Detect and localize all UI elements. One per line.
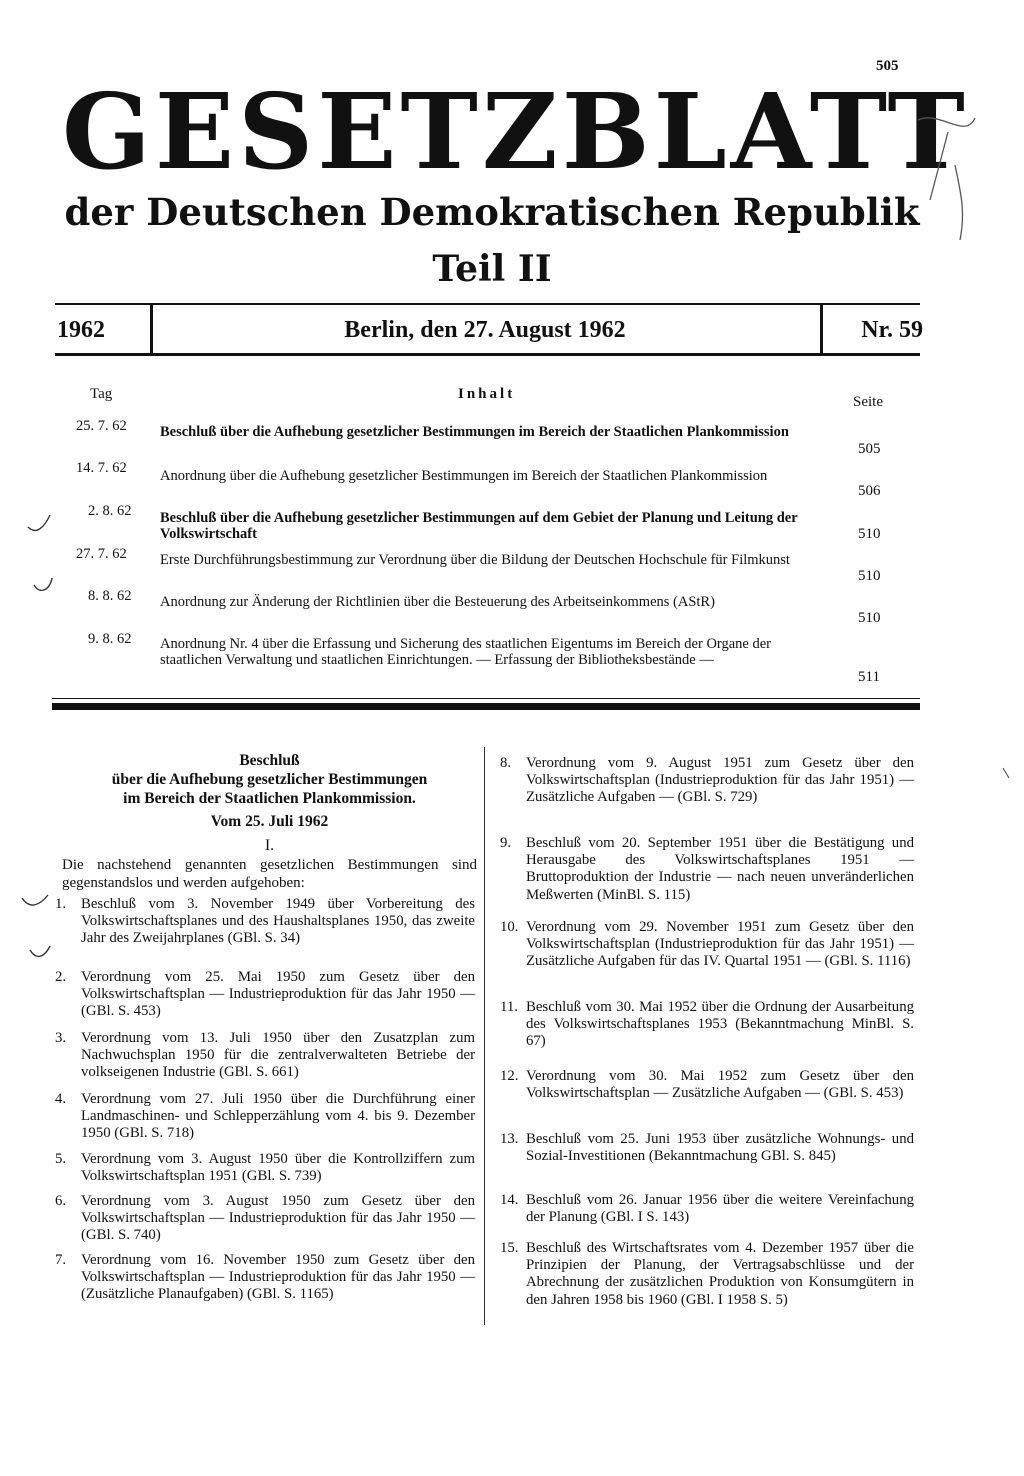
toc-entry-page: 511 <box>858 669 880 685</box>
list-item-text: Verordnung vom 3. August 1950 zum Gesetz über den Volkswirtschaftsplan — Industrieproduktion für das Jahr 1950 — (GBl. S. 740) <box>81 1193 475 1244</box>
decree-date: Vom 25. Juli 1962 <box>210 813 329 830</box>
decree-title: Beschluß <box>239 752 300 769</box>
list-item-text: Verordnung vom 16. November 1950 zum Gesetz über den Volkswirtschaftsplan — Industrieproduktion für das Jahr 1950 — (Zusätzliche Planaufgaben) (GBl. S. 1165) <box>81 1252 475 1303</box>
toc-entry-page: 510 <box>858 568 881 584</box>
toc-entry-page: 506 <box>858 483 881 499</box>
toc-entry-date: 9. 8. 62 <box>88 631 132 647</box>
list-item-text: Verordnung vom 29. November 1951 zum Gesetz über den Volkswirtschaftsplan (Industrieproduktion für das Jahr 1951) — Zusätzliche Aufgaben für das IV. Quartal 1951 — (GBl. S. 1116) <box>526 919 914 970</box>
list-item-text: Verordnung vom 30. Mai 1952 zum Gesetz über den Volkswirtschaftsplan — Zusätzliche Aufgaben — (GBl. S. 453) <box>526 1068 914 1102</box>
issue-year: 1962 <box>57 305 153 353</box>
toc-entry-text: Erste Durchführungsbestimmung zur Verordnung über die Bildung der Deutschen Hochschule für Filmkunst <box>160 552 790 568</box>
list-item-number: 13. <box>500 1131 519 1147</box>
toc-entry-text: Beschluß über die Aufhebung gesetzlicher Bestimmungen im Bereich der Staatlichen Plankommission <box>160 424 789 440</box>
toc-entry-text: Anordnung Nr. 4 über die Erfassung und Sicherung des staatlichen Eigentums im Bereich der Organe der staatlichen Verwaltung und staatlichen Einrichtungen. — Erfassung der Bibliotheksbestände — <box>160 636 771 668</box>
list-item-number: 4. <box>55 1091 67 1107</box>
list-item-text: Verordnung vom 27. Juli 1950 über die Durchführung einer Landmaschinen- und Schlepperzählung vom 4. bis 9. Dezember 1950 (GBl. S. 718) <box>81 1091 475 1142</box>
list-item-number: 1. <box>55 896 67 912</box>
toc-entry-date: 14. 7. 62 <box>76 460 127 476</box>
list-item-text: Verordnung vom 9. August 1951 zum Gesetz über den Volkswirtschaftsplan (Industrieproduktion für das Jahr 1951) — Zusätzliche Aufgaben — (GBl. S. 729) <box>526 755 914 806</box>
list-item-number: 7. <box>55 1252 67 1268</box>
toc-entry-page: 510 <box>858 610 881 626</box>
toc-entry-date: 25. 7. 62 <box>76 418 127 434</box>
list-item-text: Beschluß vom 26. Januar 1956 über die weitere Vereinfachung der Planung (GBl. I S. 143) <box>526 1192 914 1226</box>
decree-section: I. <box>264 837 275 854</box>
list-item-number: 14. <box>500 1192 519 1208</box>
list-item-number: 15. <box>500 1240 519 1256</box>
list-item-text: Verordnung vom 3. August 1950 über die Kontrollziffern zum Volkswirtschaftsplan 1951 (GBl. S. 739) <box>81 1151 475 1185</box>
decree-intro: Die nachstehend genannten gesetzlichen Bestimmungen sind gegenstandslos und werden aufgehoben: <box>62 857 477 891</box>
toc-entry-text: Beschluß über die Aufhebung gesetzlicher Bestimmungen auf dem Gebiet der Planung und Leitung der Volkswirtschaft <box>160 510 798 542</box>
list-item-text: Beschluß des Wirtschaftsrates vom 4. Dezember 1957 über die Prinzipien der Planung, der Vertragsabschlüsse und der Abrechnung der zusätzlichen Produktion von Konsumgütern in den Jahren 1958 bis 1960 (GBl. I 1958 S. 5) <box>526 1240 914 1308</box>
masthead-title: GESETZBLATT <box>62 70 969 193</box>
toc-column-seite: Seite <box>853 394 883 410</box>
toc-column-inhalt: Inhalt <box>458 386 516 402</box>
list-item-number: 9. <box>500 835 512 851</box>
decree-title: im Bereich der Staatlichen Plankommission. <box>123 790 416 807</box>
list-item-number: 8. <box>500 755 512 771</box>
masthead-part: Teil II <box>432 248 552 290</box>
toc-entry-date: 8. 8. 62 <box>88 588 132 604</box>
list-item-text: Verordnung vom 13. Juli 1950 über den Zusatzplan zum Nachwuchsplan 1950 für die zentralverwalteten Betriebe der volkseigenen Industrie (GBl. S. 661) <box>81 1030 475 1081</box>
issue-number: Nr. 59 <box>820 305 923 353</box>
list-item-number: 10. <box>500 919 519 935</box>
toc-entry-text: Anordnung zur Änderung der Richtlinien über die Besteuerung des Arbeitseinkommens (AStR) <box>160 594 715 610</box>
toc-column-tag: Tag <box>90 386 113 402</box>
list-item-text: Beschluß vom 30. Mai 1952 über die Ordnung der Ausarbeitung des Volkswirtschaftsplanes 1953 (Bekanntmachung MinBl. S. 67) <box>526 999 914 1050</box>
list-item-text: Beschluß vom 20. September 1951 über die Bestätigung und Herausgabe des Volkswirtschaftsplanes 1951 — Bruttoproduktion der Industrie — nach neuen unveränderlichen Meßwerten (MinBl. S. 115) <box>526 835 914 903</box>
toc-entry-date: 27. 7. 62 <box>76 546 127 562</box>
toc-entry-page: 510 <box>858 526 881 542</box>
toc-entry-page: 505 <box>858 441 881 457</box>
decree-title: über die Aufhebung gesetzlicher Bestimmungen <box>111 771 428 788</box>
toc-entry-text: Anordnung über die Aufhebung gesetzlicher Bestimmungen im Bereich der Staatlichen Plankommission <box>160 468 768 484</box>
list-item-number: 2. <box>55 969 67 985</box>
list-item-text: Beschluß vom 3. November 1949 über Vorbereitung des Volkswirtschaftsplanes und des Haushaltsplanes 1950, das zweite Jahr des Zweijahrplanes (GBl. S. 34) <box>81 896 475 947</box>
list-item-number: 11. <box>500 999 518 1015</box>
list-item-number: 3. <box>55 1030 67 1046</box>
list-item-number: 5. <box>55 1151 67 1167</box>
page-number: 505 <box>876 58 899 74</box>
toc-entry-date: 2. 8. 62 <box>88 503 132 519</box>
list-item-text: Beschluß vom 25. Juni 1953 über zusätzliche Wohnungs- und Sozial-Investitionen (Bekanntmachung GBl. S. 845) <box>526 1131 914 1165</box>
issue-place-date: Berlin, den 27. August 1962 <box>344 317 626 343</box>
list-item-number: 6. <box>55 1193 67 1209</box>
list-item-number: 12. <box>500 1068 519 1084</box>
masthead-subtitle: der Deutschen Demokratischen Republik <box>64 190 920 234</box>
list-item-text: Verordnung vom 25. Mai 1950 zum Gesetz über den Volkswirtschaftsplan — Industrieproduktion für das Jahr 1950 — (GBl. S. 453) <box>81 969 475 1020</box>
